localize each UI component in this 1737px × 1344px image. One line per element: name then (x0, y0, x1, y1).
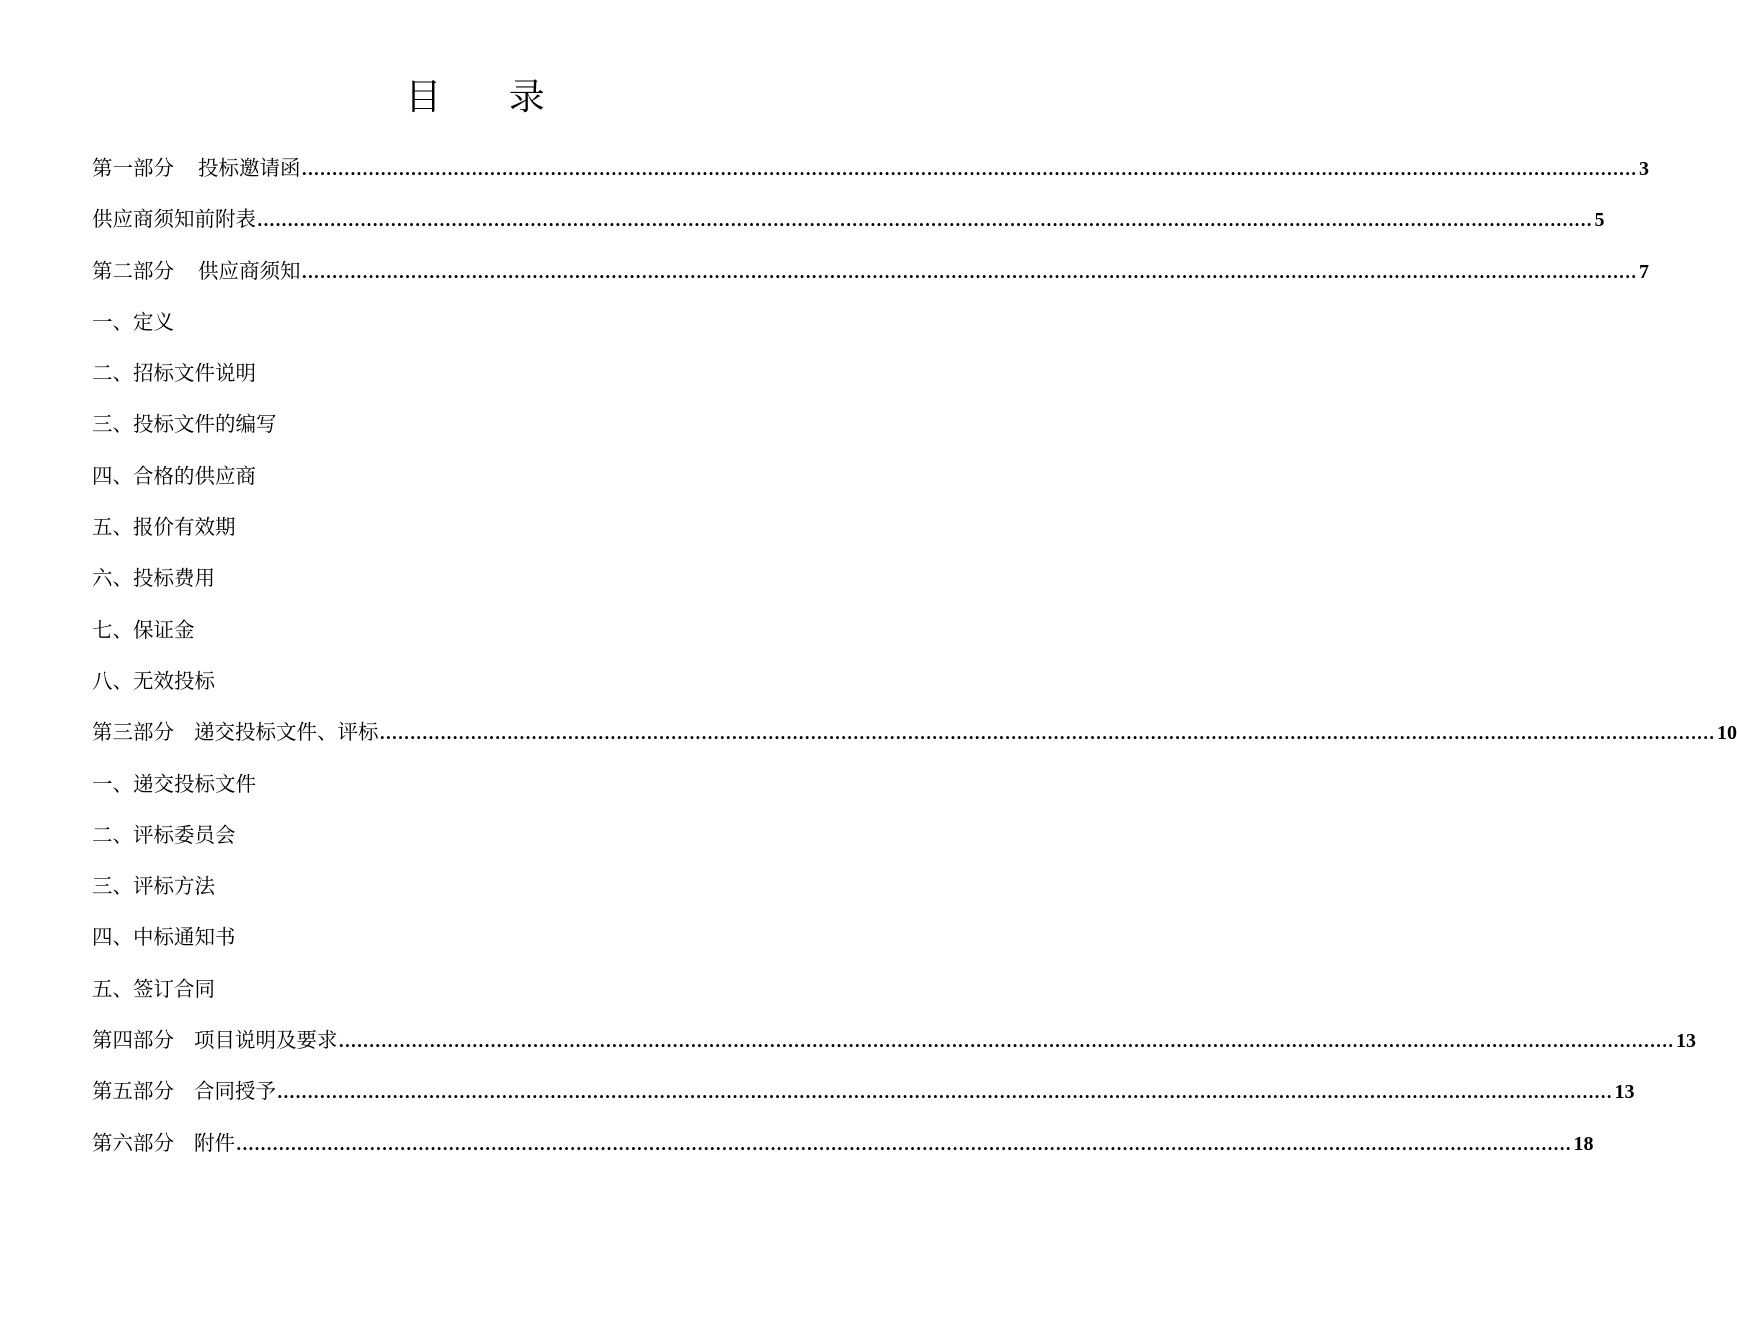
toc-entry-name: 二、招标文件说明 (92, 361, 256, 386)
toc-entry-label (92, 251, 301, 291)
toc-entry-label (92, 1071, 276, 1111)
toc-entry-name: 供应商须知前附表 (92, 207, 256, 232)
toc-entry-name: 八、无效投标 (92, 668, 215, 693)
toc-part-number: 第一部分 (92, 156, 174, 180)
toc-dot-leader: ............................................................................................................................................................................................................................ (338, 1032, 1674, 1052)
toc-page-number: 18 (1573, 1132, 1594, 1155)
toc-entry-label (92, 1020, 338, 1060)
toc-entry[interactable] (92, 199, 1605, 250)
toc-entry-label (92, 558, 215, 598)
toc-entry-label (92, 404, 277, 444)
toc-part-number: 第四部分 (92, 1028, 174, 1053)
toc-entry-name: 投标邀请函 (198, 156, 301, 180)
toc-entry-label (92, 199, 256, 239)
toc-page-number: 10 (1716, 722, 1737, 745)
toc-entry[interactable] (92, 558, 860, 609)
toc-entry[interactable] (92, 1123, 1594, 1174)
toc-entry[interactable] (92, 148, 1649, 199)
toc-entry-label (92, 917, 236, 957)
toc-page-number: 13 (1675, 1030, 1696, 1053)
toc-entry-label (92, 712, 379, 752)
toc-entry[interactable] (92, 456, 860, 507)
toc-entry-name: 三、投标文件的编写 (92, 412, 277, 437)
toc-dot-leader: ............................................................................................................................................................................................................................ (277, 1083, 1613, 1103)
toc-page-number: 7 (1638, 260, 1649, 283)
toc-entry-name: 合同授予 (194, 1079, 276, 1104)
toc-entry-name: 四、中标通知书 (92, 925, 236, 950)
toc-part-number: 第五部分 (92, 1079, 174, 1104)
toc-entry[interactable] (92, 917, 860, 968)
toc-entry[interactable] (92, 661, 860, 712)
toc-entry-name: 供应商须知 (198, 258, 301, 283)
toc-entry-label (92, 1123, 235, 1163)
toc-entry[interactable] (92, 969, 860, 1020)
toc-entry-name: 附件 (194, 1130, 235, 1155)
toc-entry[interactable] (92, 712, 1737, 763)
toc-entry-name: 一、定义 (92, 309, 174, 334)
toc-dot-leader: ............................................................................................................................................................................................................................ (379, 724, 1715, 744)
toc-entry[interactable] (92, 251, 1649, 302)
toc-page-number: 3 (1638, 158, 1649, 180)
toc-dot-leader: ............................................................................................................................................................................................................................ (301, 160, 1637, 179)
toc-entry[interactable] (92, 764, 860, 815)
toc-entry-name: 四、合格的供应商 (92, 463, 256, 488)
toc-dot-leader: ............................................................................................................................................................................................................................ (257, 211, 1593, 231)
toc-part-number: 第二部分 (92, 258, 174, 283)
toc-title: 目 录 (405, 77, 573, 118)
toc-entry-label (92, 815, 236, 855)
toc-entry[interactable] (92, 404, 860, 455)
toc-entry-name: 项目说明及要求 (194, 1028, 338, 1053)
toc-list (92, 148, 1737, 1174)
toc-entry-label (92, 353, 256, 393)
toc-dot-leader: ............................................................................................................................................................................................................................ (236, 1134, 1572, 1154)
toc-entry[interactable] (92, 610, 860, 661)
toc-entry-label (92, 661, 215, 701)
toc-entry[interactable] (92, 353, 860, 404)
toc-part-number: 第三部分 (92, 720, 174, 745)
toc-entry-name: 五、签订合同 (92, 976, 215, 1001)
toc-part-number: 第六部分 (92, 1130, 174, 1155)
toc-entry-name: 三、评标方法 (92, 874, 215, 899)
toc-entry[interactable] (92, 1071, 1635, 1122)
toc-entry-label (92, 866, 215, 906)
toc-entry-label (92, 302, 174, 342)
toc-entry[interactable] (92, 507, 860, 558)
toc-entry-label (92, 148, 301, 188)
toc-entry-label (92, 456, 256, 496)
toc-page-number: 13 (1614, 1081, 1635, 1104)
toc-entry-label (92, 764, 256, 804)
toc-entry-name: 七、保证金 (92, 617, 195, 642)
toc-entry-label (92, 610, 195, 650)
toc-entry[interactable] (92, 302, 860, 353)
toc-entry-name: 六、投标费用 (92, 566, 215, 591)
toc-entry-name: 五、报价有效期 (92, 515, 236, 540)
toc-entry-name: 递交投标文件、评标 (194, 720, 379, 745)
toc-entry[interactable] (92, 866, 860, 917)
toc-entry[interactable] (92, 1020, 1696, 1071)
toc-dot-leader: ............................................................................................................................................................................................................................ (301, 262, 1637, 282)
toc-entry[interactable] (92, 815, 860, 866)
toc-entry-name: 二、评标委员会 (92, 822, 236, 847)
toc-entry-label (92, 969, 215, 1009)
toc-entry-label (92, 507, 236, 547)
toc-page-number: 5 (1594, 209, 1605, 232)
toc-entry-name: 一、递交投标文件 (92, 771, 256, 796)
